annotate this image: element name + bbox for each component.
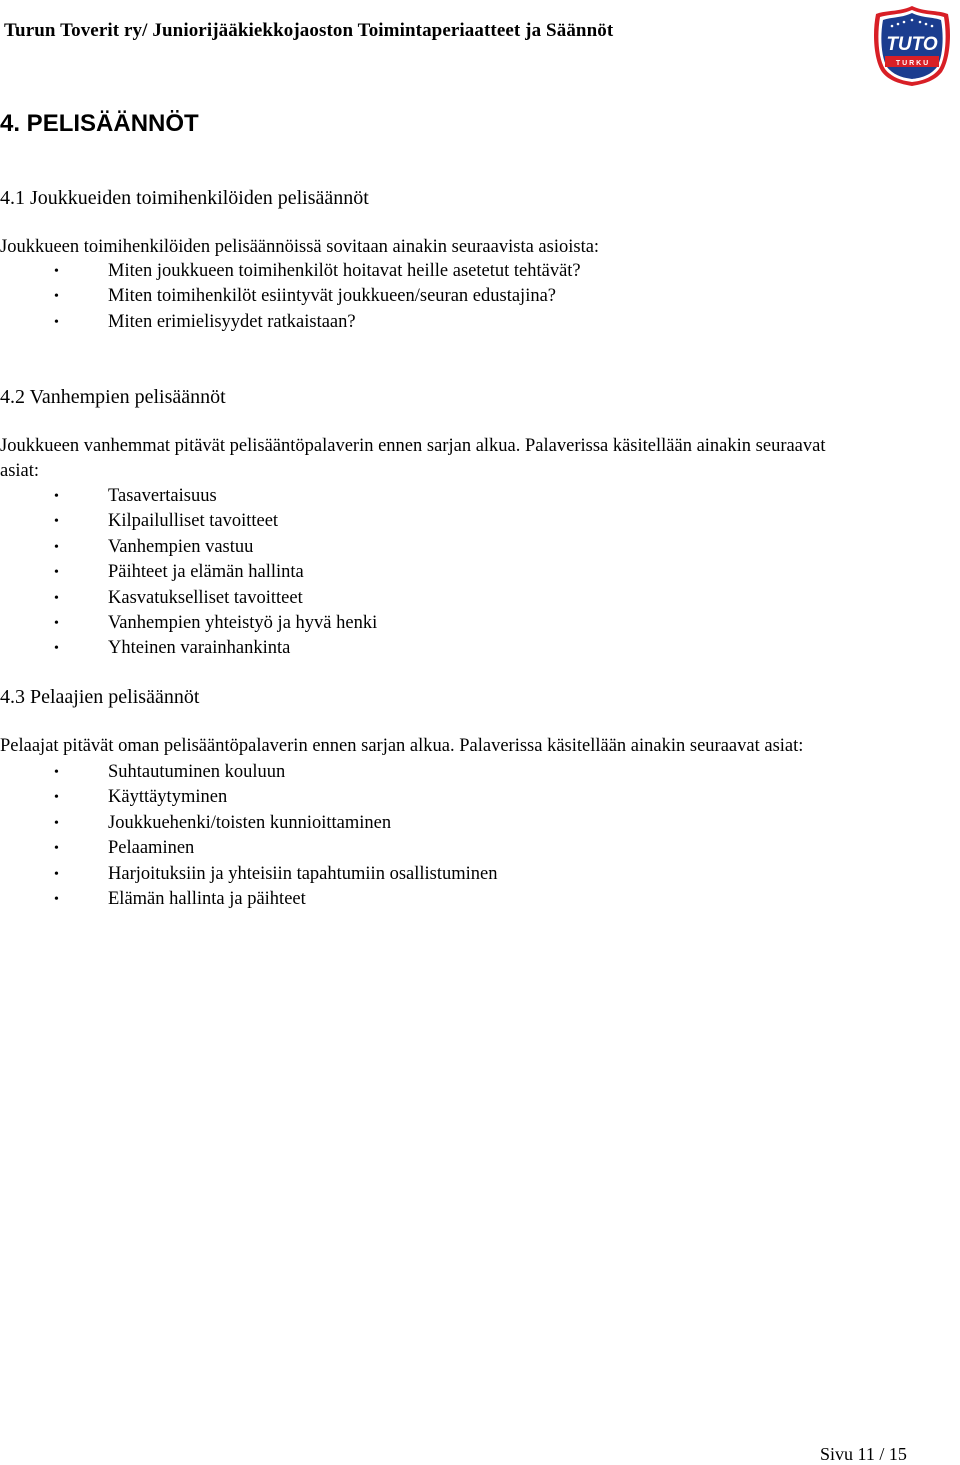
bullet-icon: • <box>54 565 59 581</box>
section-heading-4-3: 4.3 Pelaajien pelisäännöt <box>0 686 200 708</box>
bullet-icon: • <box>54 765 59 780</box>
section-intro-4-2-line2: asiat: <box>0 461 40 481</box>
tuto-turku-logo <box>872 4 952 88</box>
bullet-icon: • <box>54 815 59 831</box>
bullet-icon: • <box>54 289 59 305</box>
section-heading-4-1: 4.1 Joukkueiden toimihenkilöiden pelisäännöt <box>0 187 369 209</box>
document-header-title: Turun Toverit ry/ Juniorijääkiekkojaoston Toimintaperiaatteet ja Säännöt <box>4 20 614 41</box>
main-heading: 4. PELISÄÄNNÖT <box>0 110 199 137</box>
bullet-icon: • <box>54 590 59 606</box>
section-intro-4-3: Pelaajat pitävät oman pelisääntöpalaverin ennen sarjan alkua. Palaverissa käsitellään ainakin seuraavat asiat: <box>0 736 804 756</box>
bullet-icon: • <box>54 615 59 631</box>
bullet-icon: • <box>54 866 59 882</box>
section-intro-4-1: Joukkueen toimihenkilöiden pelisäännöissä sovitaan ainakin seuraavista asioista: <box>0 237 600 257</box>
bullet-icon: • <box>54 841 59 857</box>
bullet-icon: • <box>54 539 59 555</box>
bullet-icon: • <box>54 790 59 806</box>
bullet-icon: • <box>54 314 59 330</box>
section-heading-4-2: 4.2 Vanhempien pelisäännöt <box>0 386 226 408</box>
svg-text:TUTO: TUTO <box>886 34 938 55</box>
page-number: Sivu 11 / 15 <box>820 1444 907 1464</box>
bullet-icon: • <box>54 641 59 657</box>
bullet-icon: • <box>54 514 59 530</box>
bullet-icon: • <box>54 489 59 504</box>
bullet-icon: • <box>54 264 59 279</box>
bullet-icon: • <box>54 891 59 907</box>
svg-text:T U R K U: T U R K U <box>895 60 929 67</box>
section-intro-4-2-line1: Joukkueen vanhemmat pitävät pelisääntöpalaverin ennen sarjan alkua. Palaverissa käsitellään ainakin seuraavat <box>0 436 826 456</box>
